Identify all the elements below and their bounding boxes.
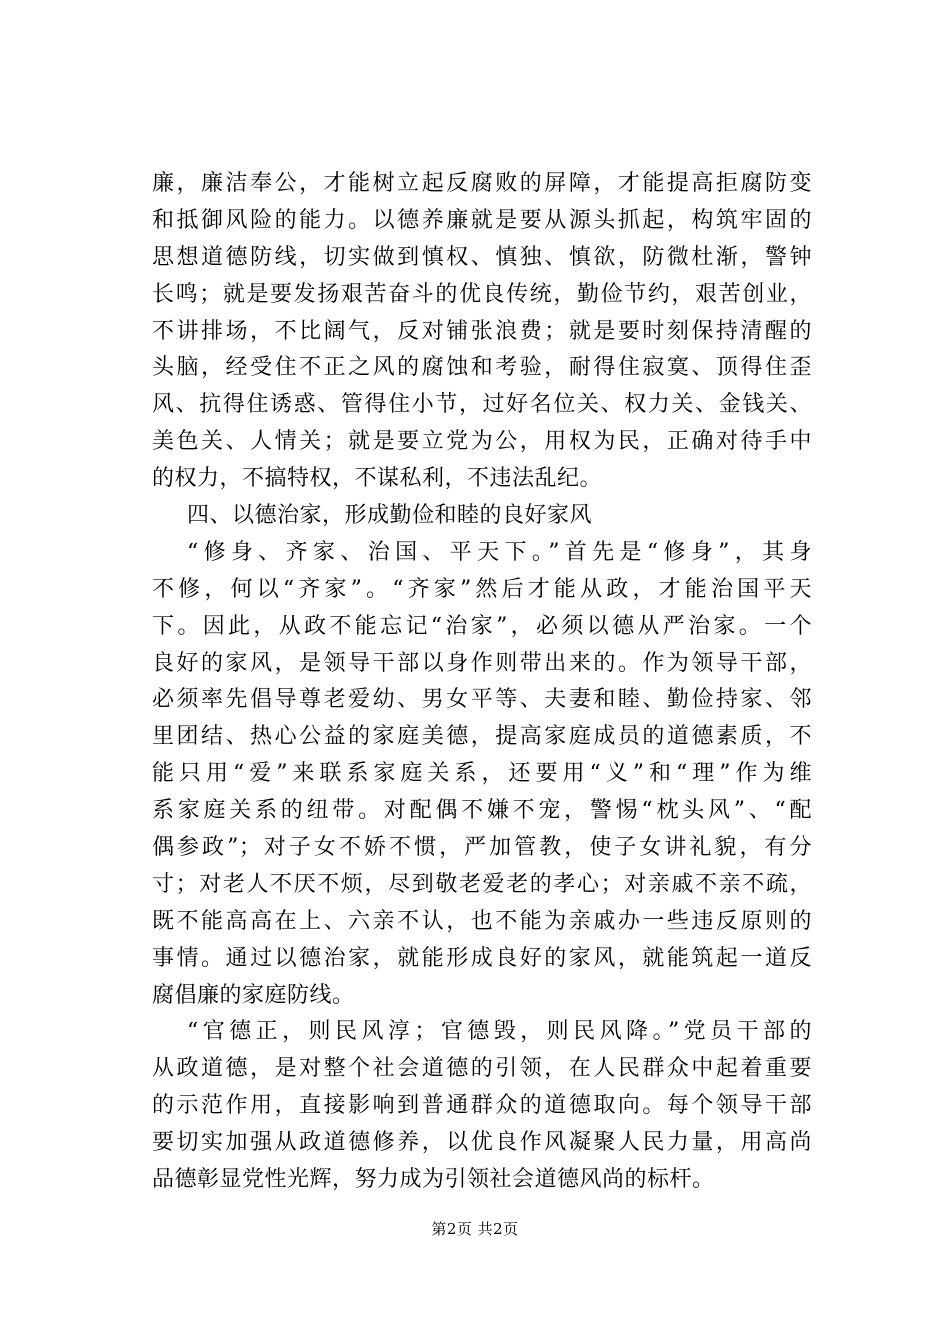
text-line: 事情。通过以德治家，就能形成良好的家风，就能筑起一道反 (152, 945, 812, 971)
text-line: 不讲排场，不比阔气，反对铺张浪费；就是要时刻保持清醒的 (152, 318, 812, 344)
text-line: 腐倡廉的家庭防线。 (152, 982, 355, 1008)
text-line: 思想道德防线，切实做到慎权、慎独、慎欲，防微杜渐，警钟 (152, 244, 812, 270)
text-line: “官德正，则民风淳；官德毁，则民风降。”党员干部的 (187, 1019, 812, 1045)
text-line: 必须率先倡导尊老爱幼、男女平等、夫妻和睦、勤俭持家、邻 (152, 687, 812, 713)
text-line: 品德彰显党性光辉，努力成为引领社会道德风尚的标杆。 (152, 1167, 715, 1193)
text-line: 既不能高高在上、六亲不认，也不能为亲戚办一些违反原则的 (152, 908, 812, 934)
text-line: 的权力，不搞特权，不谋私利，不违法乱纪。 (152, 466, 603, 492)
text-line: 下。因此，从政不能忘记“治家”，必须以德从严治家。一个 (152, 613, 812, 639)
text-line: 要切实加强从政道德修养，以优良作风凝聚人民力量，用高尚 (152, 1130, 812, 1156)
text-line: 偶参政”；对子女不娇不惯，严加管教，使子女讲礼貌，有分 (152, 835, 812, 861)
text-line: 风、抗得住诱惑、管得住小节，过好名位关、权力关、金钱关、 (152, 392, 812, 418)
text-line: 和抵御风险的能力。以德养廉就是要从源头抓起，构筑牢固的 (152, 207, 812, 233)
text-line: 良好的家风，是领导干部以身作则带出来的。作为领导干部， (152, 650, 812, 676)
text-line: 头脑，经受住不正之风的腐蚀和考验，耐得住寂寞、顶得住歪 (152, 355, 812, 381)
text-line: 美色关、人情关；就是要立党为公，用权为民，正确对待手中 (152, 429, 812, 455)
text-line: 里团结、热心公益的家庭美德，提高家庭成员的道德素质，不 (152, 724, 812, 750)
text-line: 廉，廉洁奉公，才能树立起反腐败的屏障，才能提高拒腐防变 (152, 171, 812, 196)
body-text (152, 166, 812, 1199)
text-line: 系家庭关系的纽带。对配偶不嫌不宠，警惕“枕头风”、“配 (152, 798, 812, 824)
text-line: 从政道德，是对整个社会道德的引领，在人民群众中起着重要 (152, 1056, 812, 1082)
text-line: 寸；对老人不厌不烦，尽到敬老爱老的孝心；对亲戚不亲不疏， (152, 871, 812, 897)
text-line: 能只用“爱”来联系家庭关系，还要用“义”和“理”作为维 (152, 761, 812, 787)
text-line: 四、以德治家，形成勤俭和睦的良好家风 (187, 503, 593, 529)
text-line: “修身、齐家、治国、平天下。”首先是“修身”，其身 (187, 539, 812, 565)
text-line: 不修，何以“齐家”。“齐家”然后才能从政，才能治国平天 (152, 576, 812, 602)
text-line: 的示范作用，直接影响到普通群众的道德取向。每个领导干部 (152, 1093, 812, 1119)
page-footer: 第2页 共2页 (431, 1220, 519, 1238)
text-line: 长鸣；就是要发扬艰苦奋斗的优良传统，勤俭节约，艰苦创业， (152, 281, 812, 307)
